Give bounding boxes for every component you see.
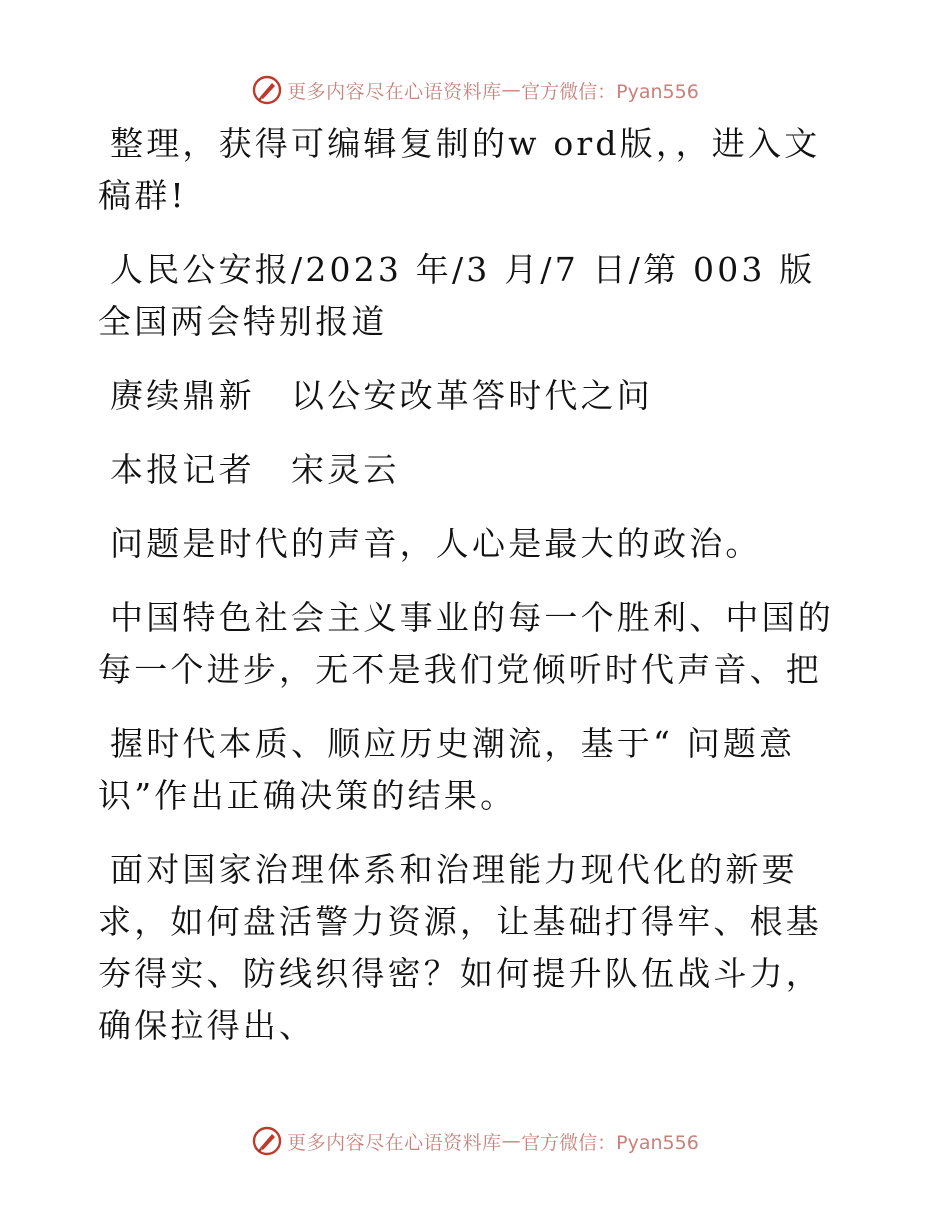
paragraph-source: 人民公安报/2023 年/3 月/7 日/第 003 版全国两会特别报道	[98, 250, 816, 341]
watermark-separator: —	[501, 79, 522, 101]
watermark-contact-text: 官方微信：Pyan556	[521, 1131, 699, 1154]
pen-logo-icon	[251, 1125, 283, 1157]
paragraph-body: 握时代本质、顺应历史潮流，基于“ 问题意识”作出正确决策的结果。	[98, 724, 796, 815]
watermark-site-text: 更多内容尽在心语资料库	[287, 80, 502, 103]
paragraph-intro: 整理，获得可编辑复制的w ord版，，进入文稿群!	[98, 124, 821, 215]
document-body	[98, 118, 838, 1074]
article-byline: 本报记者 宋灵云	[110, 450, 400, 489]
footer-watermark	[0, 1121, 950, 1161]
article-title: 赓续鼎新 以公安改革答时代之问	[110, 376, 653, 415]
paragraph-body: 面对国家治理体系和治理能力现代化的新要求，如何盘活警力资源，让基础打得牢、根基夯得实、防线织得密？如何提升队伍战斗力，确保拉得出、	[98, 850, 822, 1045]
watermark-contact-text: 官方微信：Pyan556	[521, 80, 699, 103]
watermark-site-text: 更多内容尽在心语资料库	[287, 1131, 502, 1154]
pen-logo-icon	[251, 74, 283, 106]
watermark-separator: —	[501, 1130, 522, 1152]
header-watermark	[0, 70, 950, 110]
paragraph-body: 中国特色社会主义事业的每一个胜利、中国的每一个进步，无不是我们党倾听时代声音、把	[98, 598, 834, 689]
paragraph-body: 问题是时代的声音，人心是最大的政治。	[110, 524, 762, 563]
